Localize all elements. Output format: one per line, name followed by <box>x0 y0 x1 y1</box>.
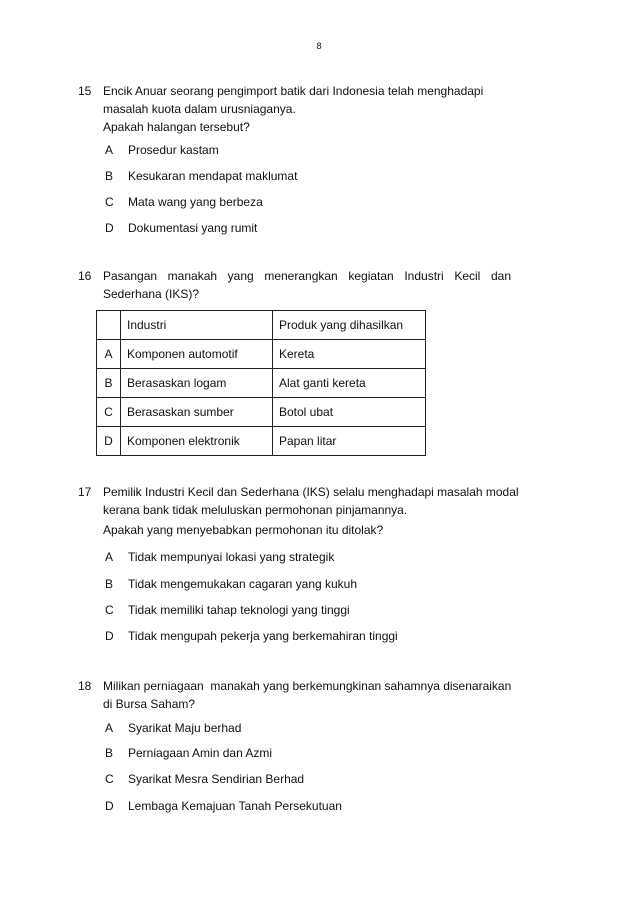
question-number: 17 <box>78 485 92 499</box>
row-industri: Berasaskan sumber <box>121 398 273 427</box>
question-stem-line: Sederhana (IKS)? <box>103 287 200 301</box>
option-text: Tidak memiliki tahap teknologi yang tinggi <box>128 603 350 617</box>
row-letter: B <box>97 369 121 398</box>
option-letter: D <box>105 799 114 813</box>
row-letter: A <box>97 340 121 369</box>
table-row <box>97 427 426 456</box>
option-letter: C <box>105 195 114 209</box>
table-row <box>97 398 426 427</box>
row-letter: D <box>97 427 121 456</box>
row-letter: C <box>97 398 121 427</box>
option-letter: B <box>105 746 114 760</box>
table-header-produk: Produk yang dihasilkan <box>273 311 426 340</box>
option-text: Syarikat Mesra Sendirian Berhad <box>128 772 305 786</box>
option-text: Prosedur kastam <box>128 143 219 157</box>
question-stem-line: kerana bank tidak meluluskan permohonan pinjamannya. <box>103 503 408 517</box>
row-industri: Berasaskan logam <box>121 369 273 398</box>
option-letter: B <box>105 577 114 591</box>
question-stem-line: Milikan perniagaan manakah yang berkemungkinan sahamnya disenaraikan <box>103 679 512 693</box>
question-stem-line: masalah kuota dalam urusniaganya. <box>103 102 296 116</box>
option-letter: A <box>105 143 114 157</box>
table-header-industri: Industri <box>121 311 273 340</box>
option-text: Dokumentasi yang rumit <box>128 221 258 235</box>
option-text: Tidak mengemukakan cagaran yang kukuh <box>128 577 358 591</box>
option-text: Tidak mengupah pekerja yang berkemahiran tinggi <box>128 629 398 643</box>
option-text: Tidak mempunyai lokasi yang strategik <box>128 550 335 564</box>
row-produk: Alat ganti kereta <box>273 369 426 398</box>
question-number: 16 <box>78 269 92 283</box>
question-stem-line: Pasangan manakah yang menerangkan kegiatan Industri Kecil dan <box>103 269 511 283</box>
option-letter: C <box>105 772 114 786</box>
question-number: 18 <box>78 679 92 693</box>
table-row <box>97 369 426 398</box>
question-prompt: Apakah yang menyebabkan permohonan itu ditolak? <box>103 523 384 537</box>
option-letter: A <box>105 721 114 735</box>
option-letter: B <box>105 169 114 183</box>
row-produk: Papan litar <box>273 427 426 456</box>
question-number: 15 <box>78 84 92 98</box>
iks-table <box>96 310 426 456</box>
question-stem-line: Pemilik Industri Kecil dan Sederhana (IKS) selalu menghadapi masalah modal <box>103 485 519 499</box>
option-text: Syarikat Maju berhad <box>128 721 242 735</box>
row-produk: Kereta <box>273 340 426 369</box>
option-text: Lembaga Kemajuan Tanah Persekutuan <box>128 799 342 813</box>
option-text: Perniagaan Amin dan Azmi <box>128 746 273 760</box>
table-header-empty <box>97 311 121 340</box>
table-row <box>97 340 426 369</box>
table-header-row <box>97 311 426 340</box>
question-stem-line: Encik Anuar seorang pengimport batik dari Indonesia telah menghadapi <box>103 84 484 98</box>
question-prompt: Apakah halangan tersebut? <box>103 120 250 134</box>
option-letter: A <box>105 550 114 564</box>
question-stem-line: di Bursa Saham? <box>103 697 196 711</box>
row-industri: Komponen elektronik <box>121 427 273 456</box>
option-letter: D <box>105 221 114 235</box>
option-text: Mata wang yang berbeza <box>128 195 263 209</box>
row-industri: Komponen automotif <box>121 340 273 369</box>
option-letter: C <box>105 603 114 617</box>
option-letter: D <box>105 629 114 643</box>
row-produk: Botol ubat <box>273 398 426 427</box>
page-number: 8 <box>316 42 322 52</box>
option-text: Kesukaran mendapat maklumat <box>128 169 298 183</box>
